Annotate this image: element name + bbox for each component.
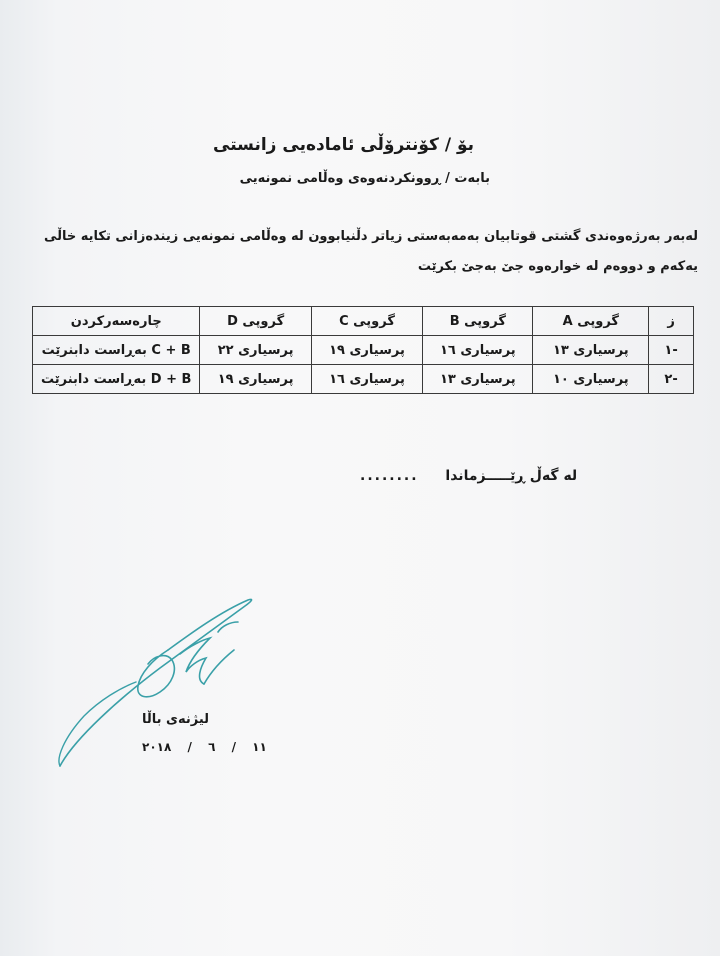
closing-dots: ........: [360, 468, 419, 484]
date-day: ١١: [252, 740, 267, 754]
intro-paragraph: لەبەر بەرژەوەندی گشتی قوتابیان بەمەبەستی زیاتر دڵنیابوون لە وەڵامی نمونەیی زیندەزانی تکایە خاڵی یەکەم و دووەم لە خوارەوە جێ بەجێ بکرێت: [43, 229, 698, 274]
row-group-c: پرسیاری ١٩: [311, 336, 422, 365]
date-month: ٦: [208, 740, 216, 754]
table-row: [33, 336, 694, 365]
row-group-d: پرسیاری ١٩: [200, 365, 311, 394]
row-group-d: پرسیاری ٢٢: [200, 336, 311, 365]
row-index: -٢: [649, 365, 694, 394]
header-solution: چارەسەرکردن: [33, 307, 200, 336]
date-year: ٢٠١٨: [142, 740, 172, 754]
date-separator: /: [231, 740, 236, 754]
committee-name: لیژنەی باڵا: [142, 712, 210, 727]
header-group-c: گروپی C: [311, 307, 422, 336]
row-group-b: پرسیاری ١٦: [423, 336, 533, 365]
table-header-row: [33, 307, 694, 336]
closing-line: [360, 468, 577, 484]
row-solution: D + B بەڕاست دابنرێت: [33, 365, 200, 394]
header-group-d: گروپی D: [200, 307, 311, 336]
header-index: ز: [649, 307, 694, 336]
table-row: [33, 365, 694, 394]
row-group-a: پرسیاری ١٣: [533, 336, 649, 365]
header-group-a: گروپی A: [533, 307, 649, 336]
row-solution: C + B بەڕاست دابنرێت: [33, 336, 200, 365]
row-group-b: پرسیاری ١٣: [423, 365, 533, 394]
row-index: -١: [649, 336, 694, 365]
document-date: [142, 740, 267, 754]
answer-correction-table: [32, 306, 694, 394]
header-group-b: گروپی B: [423, 307, 533, 336]
date-separator: /: [187, 740, 192, 754]
document-subject: بابەت / ڕوونکردنەوەی وەڵامی نمونەیی: [239, 171, 490, 186]
row-group-c: پرسیاری ١٦: [311, 365, 422, 394]
closing-text: لە گەڵ ڕێـــــزماندا: [445, 468, 578, 484]
document-heading: بۆ / کۆنترۆڵی ئامادەیی زانستی: [213, 135, 474, 155]
row-group-a: پرسیاری ١٠: [533, 365, 649, 394]
